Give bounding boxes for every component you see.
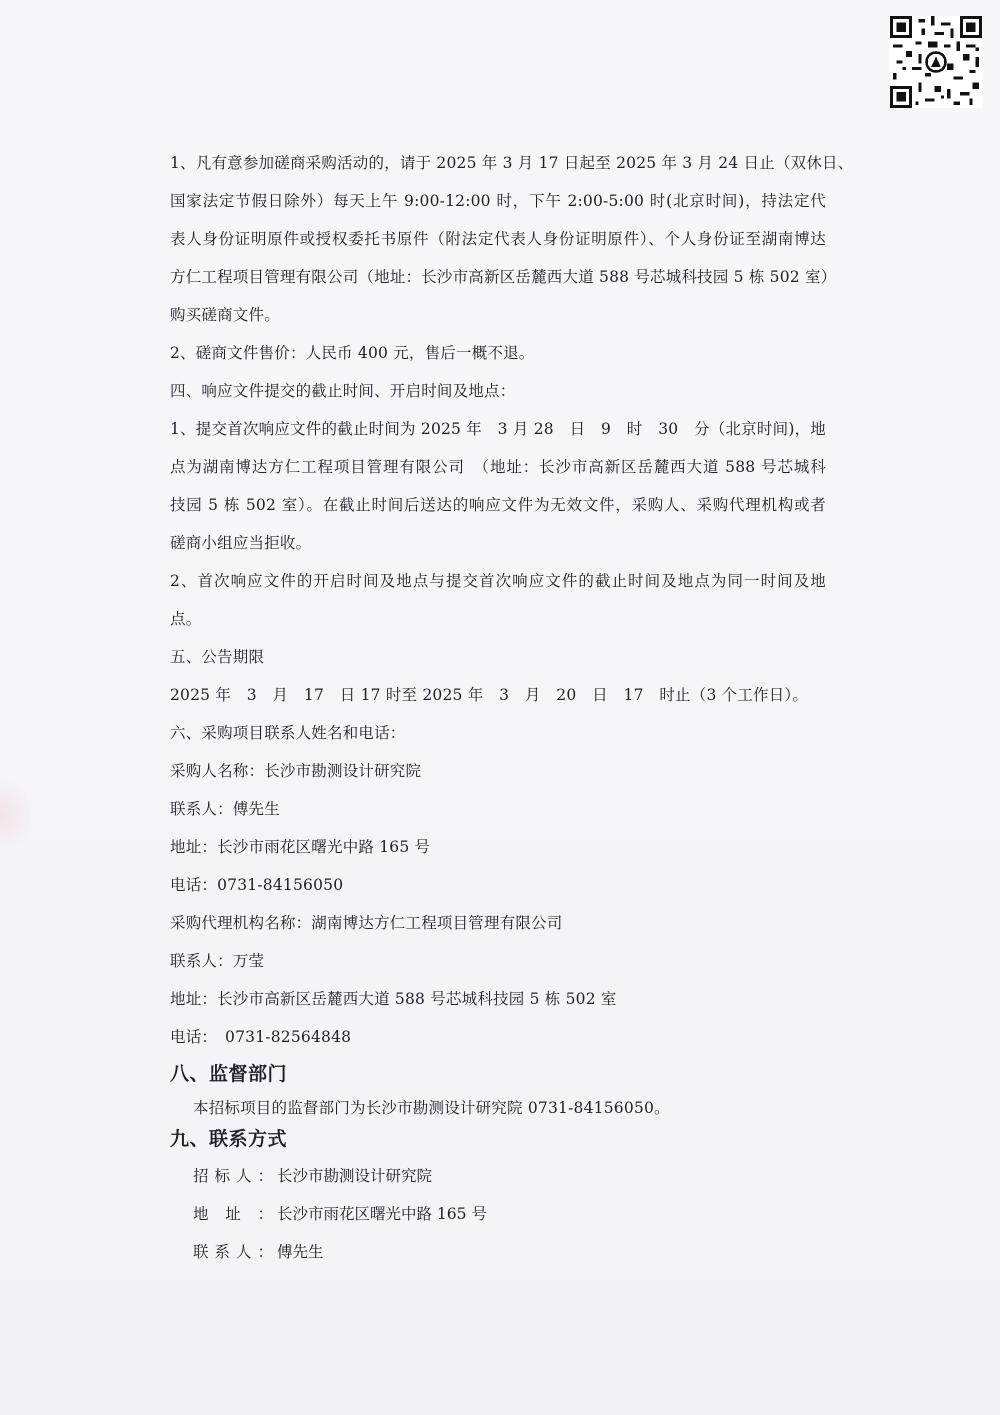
field-value: 长沙市雨花区曙光中路 165 号 bbox=[277, 1205, 487, 1223]
qr-code bbox=[890, 16, 982, 108]
section-title: 五、公告期限 bbox=[170, 648, 265, 666]
contact-line: 联系人：傅先生 bbox=[170, 800, 280, 818]
text-line: 1、提交首次响应文件的截止时间为 2025 年 3 月 28 日 9 时 30 分（北京时间)，地 bbox=[170, 420, 826, 438]
text-line: 本招标项目的监督部门为长沙市勘测设计研究院 0731-84156050。 bbox=[193, 1099, 670, 1117]
contact-line: 电话：0731-84156050 bbox=[170, 876, 344, 894]
text-line: 点。 bbox=[170, 610, 202, 628]
field-label: 招标人： bbox=[193, 1167, 273, 1185]
contact-line: 采购人名称：长沙市勘测设计研究院 bbox=[170, 762, 422, 780]
contact-line: 地址：长沙市高新区岳麓西大道 588 号芯城科技园 5 栋 502 室 bbox=[170, 990, 617, 1008]
text-line: 2025 年 3 月 17 日 17 时至 2025 年 3 月 20 日 17 时止（3 个工作日）。 bbox=[170, 686, 809, 704]
section-title: 六、采购项目联系人姓名和电话： bbox=[170, 724, 406, 742]
text-line: 方仁工程项目管理有限公司（地址：长沙市高新区岳麓西大道 588 号芯城科技园 5 栋 502 室） bbox=[170, 268, 837, 286]
text-line: 购买磋商文件。 bbox=[170, 306, 280, 324]
stamp-bleed-mark bbox=[0, 770, 30, 860]
contact-field bbox=[193, 1204, 487, 1224]
text-line: 磋商小组应当拒收。 bbox=[170, 534, 312, 552]
contact-line: 采购代理机构名称：湖南博达方仁工程项目管理有限公司 bbox=[170, 914, 563, 932]
text-line: 点为湖南博达方仁工程项目管理有限公司 （地址：长沙市高新区岳麓西大道 588 号芯城科 bbox=[170, 458, 826, 476]
section-heading: 八、监督部门 bbox=[170, 1063, 288, 1085]
text-line: 国家法定节假日除外）每天上午 9:00-12:00 时，下午 2:00-5:00 时(北京时间)，持法定代 bbox=[170, 192, 826, 210]
field-label: 联系人： bbox=[193, 1243, 273, 1261]
contact-field bbox=[193, 1166, 432, 1186]
contact-line: 联系人：万莹 bbox=[170, 952, 265, 970]
section-heading: 九、联系方式 bbox=[170, 1128, 288, 1150]
text-line: 技园 5 栋 502 室）。在截止时间后送达的响应文件为无效文件，采购人、采购代理机构或者 bbox=[170, 496, 826, 514]
text-line: 表人身份证明原件或授权委托书原件（附法定代表人身份证明原件）、个人身份证至湖南博达 bbox=[170, 230, 826, 248]
field-label: 地址： bbox=[193, 1205, 273, 1223]
contact-line: 电话： 0731-82564848 bbox=[170, 1028, 352, 1046]
field-value: 长沙市勘测设计研究院 bbox=[277, 1167, 433, 1185]
field-value: 傅先生 bbox=[277, 1243, 324, 1261]
text-line: 1、凡有意参加磋商采购活动的，请于 2025 年 3 月 17 日起至 2025 年 3 月 24 日止（双休日、 bbox=[170, 154, 854, 172]
text-line: 2、首次响应文件的开启时间及地点与提交首次响应文件的截止时间及地点为同一时间及地 bbox=[170, 572, 826, 590]
contact-field bbox=[193, 1242, 324, 1262]
section-title: 四、响应文件提交的截止时间、开启时间及地点： bbox=[170, 382, 516, 400]
contact-line: 地址：长沙市雨花区曙光中路 165 号 bbox=[170, 838, 431, 856]
text-line: 2、磋商文件售价：人民币 400 元，售后一概不退。 bbox=[170, 344, 535, 362]
